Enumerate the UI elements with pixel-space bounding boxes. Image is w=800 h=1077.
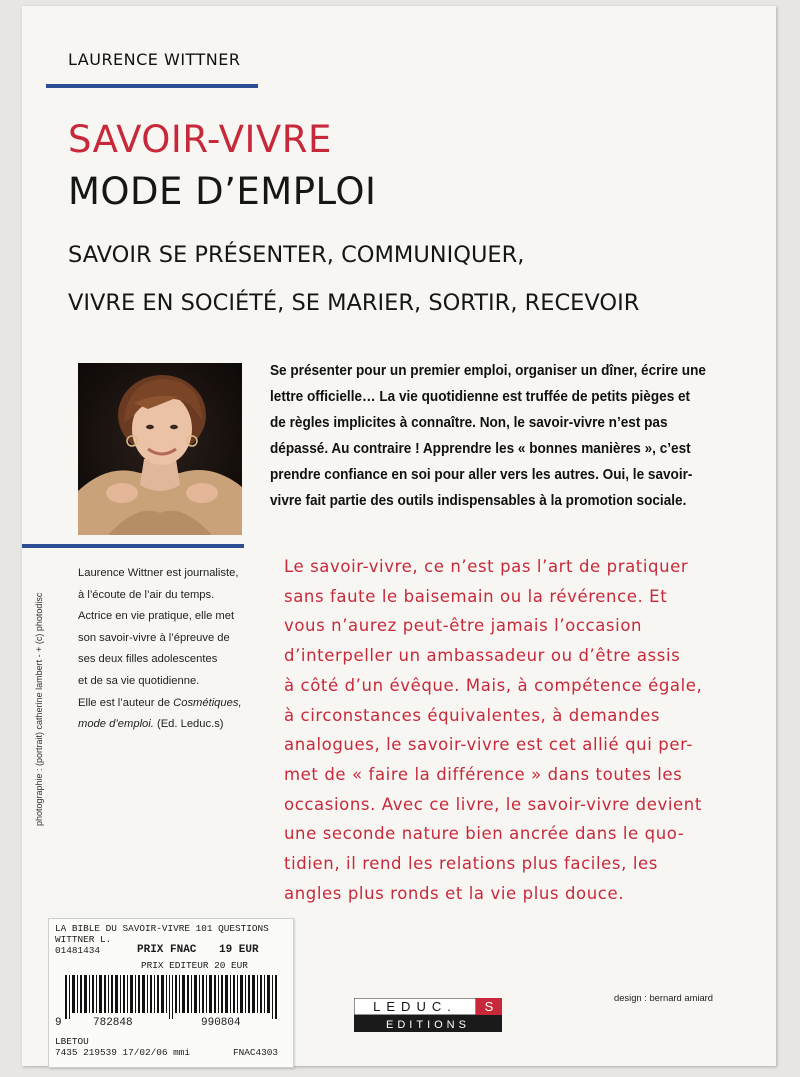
svg-text:LEDUC.: LEDUC.: [373, 999, 457, 1014]
red-description: [284, 552, 764, 908]
designer-credit: design : bernard amiard: [614, 992, 714, 1003]
red-line: à côté d’un évêque. Mais, à compétence égale,: [284, 675, 703, 695]
barcode-digit-first: 9: [55, 1017, 62, 1029]
middle-blue-rule: [22, 544, 244, 548]
red-line: analogues, le savoir-vivre est cet allié qui per-: [284, 735, 693, 755]
bio-line-suffix: (Ed. Leduc.s): [153, 718, 224, 731]
bio-line: à l’écoute de l’air du temps.: [78, 588, 215, 601]
author-bio: [78, 563, 278, 736]
sticker-transaction: 7435 219539 17/02/06 mmi: [55, 1047, 191, 1058]
bio-line: et de sa vie quotidienne.: [78, 674, 200, 687]
red-line: vous n’aurez peut-être jamais l’occasion: [284, 616, 643, 636]
svg-text:EDITIONS: EDITIONS: [386, 1019, 470, 1031]
bio-book-title-a: Cosmétiques,: [173, 696, 242, 709]
svg-text:S: S: [484, 999, 494, 1014]
red-line: angles plus ronds et la vie plus douce.: [284, 883, 625, 903]
sticker-title: LA BIBLE DU SAVOIR-VIVRE 101 QUESTIONS: [55, 923, 269, 934]
title-line-2: MODE D’EMPLOI: [68, 170, 377, 213]
author-portrait: [78, 363, 242, 535]
red-line: une seconde nature bien ancrée dans le quo-: [284, 824, 685, 844]
intro-blurb: [270, 358, 761, 514]
sticker-publisher-price: PRIX EDITEUR 20 EUR: [141, 960, 248, 971]
bio-line: ses deux filles adolescentes: [78, 653, 218, 666]
barcode-digits-left: 782848: [93, 1017, 133, 1029]
sticker-store: FNAC4303: [233, 1047, 279, 1058]
bio-line: Laurence Wittner est journaliste,: [78, 567, 239, 579]
blurb-line: Se présenter pour un premier emploi, organiser un dîner, écrire une: [270, 363, 706, 379]
red-line: d’interpeller un ambassadeur ou d’être assis: [284, 646, 681, 666]
barcode-digits-right: 990804: [201, 1017, 241, 1029]
red-line: Le savoir-vivre, ce n’est pas l’art de pratiquer: [284, 557, 689, 576]
title-line-1: SAVOIR-VIVRE: [68, 118, 332, 161]
subtitle-line-1: SAVOIR SE PRÉSENTER, COMMUNIQUER,: [68, 242, 525, 268]
blurb-line: vivre fait partie des outils indispensables à la promotion sociale.: [270, 493, 687, 509]
bio-line: [78, 693, 278, 715]
bio-line: Actrice en vie pratique, elle met: [78, 610, 235, 623]
sticker-author: WITTNER L.: [55, 934, 112, 945]
red-line: occasions. Avec ce livre, le savoir-vivre devient: [284, 794, 702, 814]
sticker-store-code: LBETOU: [55, 1036, 89, 1047]
publisher-logo: [354, 998, 502, 1032]
photo-credit-text: photographie : (portrait) catherine lambert - + (c) photodisc: [34, 592, 44, 826]
photo-credit: [34, 566, 46, 826]
bio-book-title-b: mode d’emploi.: [78, 718, 154, 731]
blurb-line: dépassé. Au contraire ! Apprendre les « bonnes manières », c’est: [270, 441, 691, 457]
bio-line-prefix: Elle est l’auteur de: [78, 696, 174, 709]
blurb-line: lettre officielle… La vie quotidienne est truffée de petits pièges et: [270, 389, 691, 405]
sticker-code: 01481434: [55, 945, 101, 956]
blurb-line: prendre confiance en soi pour aller vers les autres. Oui, le savoir-: [270, 467, 693, 483]
blurb-line: de règles implicites à connaître. Non, le savoir-vivre n’est pas: [270, 415, 668, 431]
red-line: à circonstances équivalentes, à demandes: [284, 705, 661, 725]
top-blue-rule: [46, 84, 258, 88]
author-name: LAURENCE WITTNER: [68, 50, 241, 69]
sticker-price-label: PRIX FNAC: [137, 944, 197, 956]
red-line: tidien, il rend les relations plus faciles, les: [284, 854, 658, 874]
red-line: met de « faire la différence » dans toutes les: [284, 764, 683, 784]
bio-line: son savoir-vivre à l’épreuve de: [78, 631, 230, 644]
book-back-cover: [22, 6, 776, 1066]
subtitle-line-2: VIVRE EN SOCIÉTÉ, SE MARIER, SORTIR, RECEVOIR: [68, 290, 640, 316]
red-line: sans faute le baisemain ou la révérence. Et: [284, 586, 668, 606]
bio-line: [78, 714, 278, 736]
price-sticker: [48, 918, 294, 1068]
sticker-price: 19 EUR: [219, 944, 259, 956]
